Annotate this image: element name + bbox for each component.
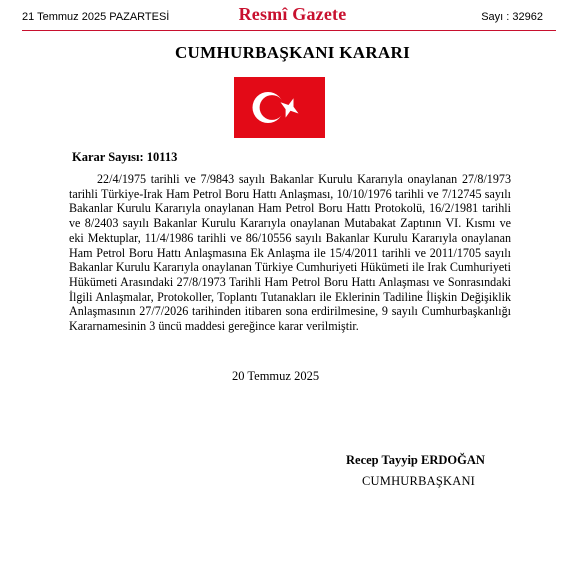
gazette-header [0, 0, 585, 36]
signature-date: 20 Temmuz 2025 [232, 369, 320, 383]
header-divider [22, 30, 556, 31]
document-title: CUMHURBAŞKANI KARARI [174, 43, 411, 62]
gazette-name: Resmî Gazete [238, 4, 347, 24]
decision-body: 22/4/1975 tarihli ve 7/9843 sayılı Bakanlar Kurulu Kararıyla onaylanan 27/8/1973 tarihli Türkiye-Irak Ham Petrol Boru Hattı Anlaşması, 10/10/1976 tarihli ve 7/12745 sayılı Bakanlar Kurulu Kararıyla onaylanan Ham Petrol Boru Hattı Protokolü, 16/2/1981 tarihli ve 8/2403 sayılı Bakanlar Kurulu Kararıyla onaylanan Mutabakat Zaptının VI. Kısmı ve eki Mektuplar, 11/4/1986 tarihli ve 86/10556 sayılı Bakanlar Kurulu Kararıyla onaylanan Ham Petrol Boru Hattı Anlaşmasına Ek Anlaşma ile 15/4/2011 tarihli ve 2011/1705 sayılı Bakanlar Kurulu Kararıyla onaylanan Türkiye Cumhuriyeti Hükümeti ile Irak Cumhuriyeti Hükümeti Arasındaki 27/8/1973 Tarihli Ham Petrol Boru Hattı Anlaşması ve Sonrasındaki İlgili Anlaşmalar, Protokoller, Toplantı Tutanakları ile Eklerinin Tadiline İlişkin Değişiklik Anlaşmasının 27/7/2026 tarihinden itibaren sona erdirilmesine, 9 sayılı Cumhurbaşkanlığı Kararnamesinin 3 üncü maddesi gereğince karar verilmiştir. [69, 172, 511, 334]
signer-name: Recep Tayyip ERDOĞAN [346, 453, 485, 467]
turkish-flag-icon [234, 77, 325, 138]
decision-number: Karar Sayısı: 10113 [72, 150, 178, 164]
publication-date: 21 Temmuz 2025 PAZARTESİ [22, 11, 170, 23]
signer-title: CUMHURBAŞKANI [362, 474, 476, 488]
flag-crescent-inner [260, 95, 285, 120]
issue-number: Sayı : 32962 [481, 11, 543, 23]
